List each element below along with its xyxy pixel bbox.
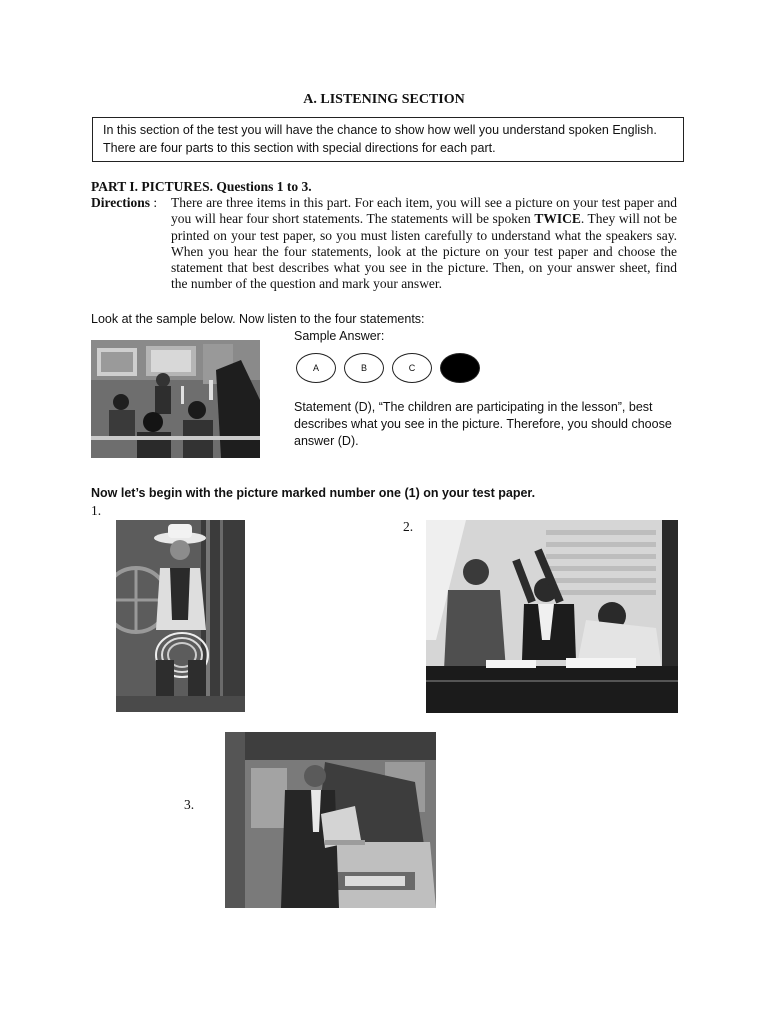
question-1-number: 1. <box>91 503 102 518</box>
directions-label-text: Directions <box>91 195 150 210</box>
part-title: PART I. PICTURES. Questions 1 to 3. <box>91 179 312 194</box>
directions-colon: : <box>150 195 158 210</box>
directions-text <box>171 195 677 293</box>
sample-classroom-photo <box>91 340 260 458</box>
question-3-mechanic-photo <box>225 732 436 908</box>
option-c-bubble <box>392 353 432 383</box>
directions-after: . They will not be printed on your test paper, so you must listen carefully to understand what the speakers say. When you hear the four statements, look at the picture on your test paper and choose the statement that best describes what you see in the picture. Then, on your answer sheet, find the number of the question and mark your answer. <box>171 211 677 292</box>
directions-emphasis: TWICE <box>534 211 581 227</box>
begin-instruction: Now let’s begin with the picture marked number one (1) on your test paper. <box>91 486 536 500</box>
directions-label <box>91 195 157 211</box>
question-2-office-photo <box>426 520 678 713</box>
option-b-label: B <box>360 363 367 373</box>
sample-answer-label: Sample Answer: <box>294 329 385 343</box>
option-b-bubble <box>344 353 384 383</box>
option-a-label: A <box>312 363 319 373</box>
option-c-label: C <box>408 363 416 373</box>
intro-box <box>92 117 684 162</box>
question-1-cowboy-photo <box>116 520 245 712</box>
sample-statement: Statement (D), “The children are participating in the lesson”, best describes what you see in the picture. Therefore, you should choose answer (D). <box>294 400 672 448</box>
directions-before: There are three items in this part. For each item, you will see a picture on your test paper and you will hear four short statements. The statements will be spoken <box>171 195 677 227</box>
question-2-number: 2. <box>403 519 414 534</box>
section-title: A. LISTENING SECTION <box>303 92 465 107</box>
question-3-number: 3. <box>184 797 195 812</box>
option-d-bubble-filled <box>440 353 480 383</box>
intro-line-2: There are four parts to this section with special directions for each part. <box>103 141 496 155</box>
intro-line-1: In this section of the test you will have the chance to show how well you understand spoken English. <box>103 123 657 137</box>
sample-intro: Look at the sample below. Now listen to the four statements: <box>91 312 425 326</box>
option-a-bubble <box>296 353 336 383</box>
